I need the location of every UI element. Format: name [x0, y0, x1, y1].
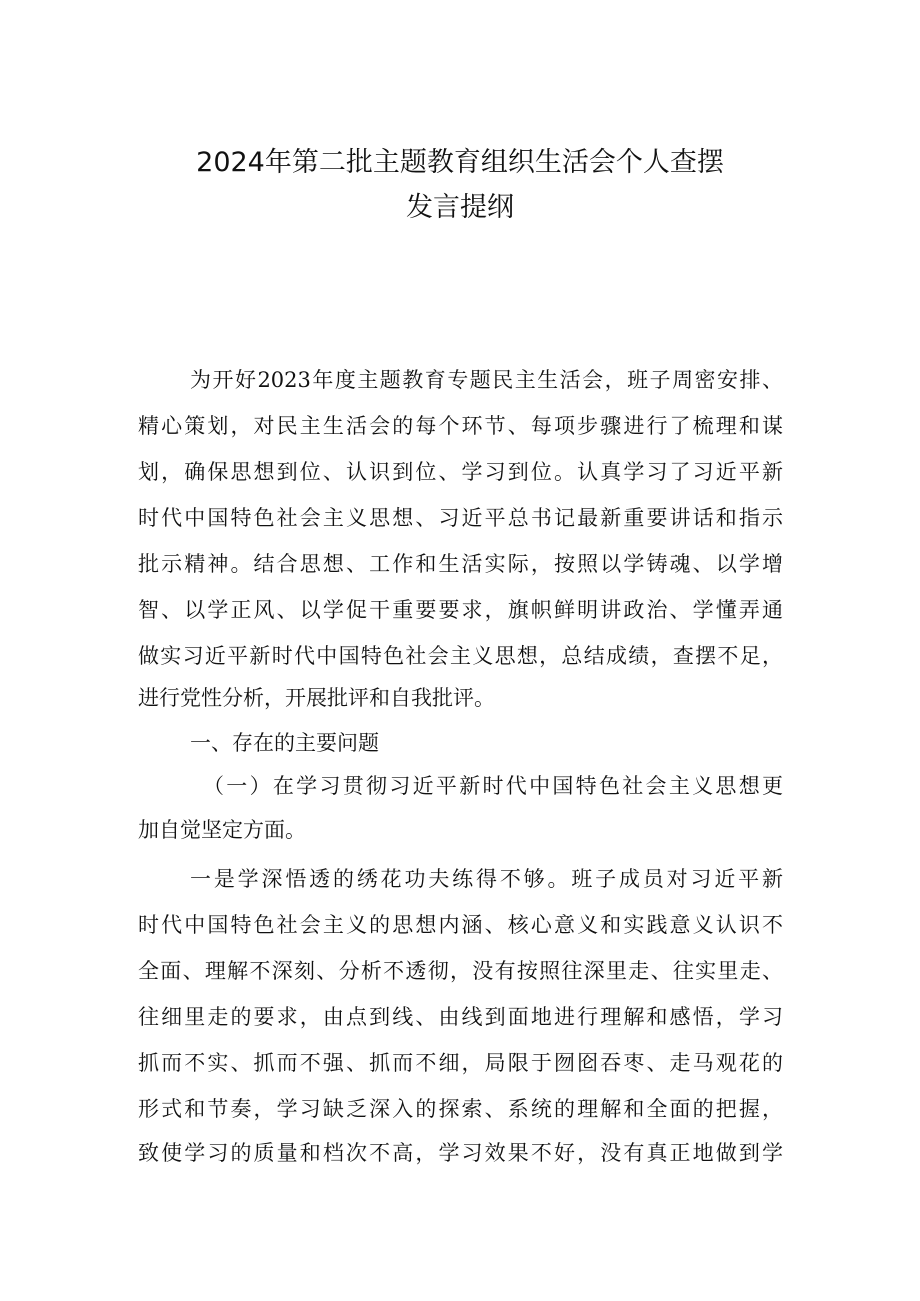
intro-paragraph-line: 时代中国特色社会主义思想、习近平总书记最新重要讲话和指示 — [138, 506, 783, 530]
intro-paragraph-line: 智、以学正风、以学促干重要要求，旗帜鲜明讲政治、学懂弄通 — [138, 598, 783, 622]
point-paragraph-line: 抓而不实、抓而不强、抓而不细，局限于囫囵吞枣、走马观花的 — [138, 1051, 783, 1075]
subsection-heading-line: 加自觉坚定方面。 — [138, 818, 306, 842]
point-paragraph-line: 往细里走的要求，由点到线、由线到面地进行理解和感悟，学习 — [138, 1005, 783, 1029]
intro-paragraph-line: 做实习近平新时代中国特色社会主义思想，总结成绩，查摆不足， — [138, 644, 783, 668]
point-paragraph-line: 时代中国特色社会主义的思想内涵、核心意义和实践意义认识不 — [138, 913, 783, 937]
document-title-line-1: 2024年第二批主题教育组织生活会个人查摆 — [196, 147, 724, 178]
intro-paragraph-line: 进行党性分析，开展批评和自我批评。 — [138, 686, 495, 710]
point-paragraph-line: 一是学深悟透的绣花功夫练得不够。班子成员对习近平新 — [190, 867, 783, 891]
intro-paragraph-line: 精心策划，对民主生活会的每个环节、每项步骤进行了梳理和谋 — [138, 414, 783, 438]
point-paragraph-line: 致使学习的质量和档次不高，学习效果不好，没有真正地做到学 — [138, 1141, 783, 1165]
intro-paragraph-line: 划，确保思想到位、认识到位、学习到位。认真学习了习近平新 — [138, 460, 783, 484]
document-title-line-2: 发言提纲 — [406, 192, 514, 223]
subsection-heading-line: （一）在学习贯彻习近平新时代中国特色社会主义思想更 — [203, 774, 783, 798]
point-paragraph-line: 形式和节奏，学习缺乏深入的探索、系统的理解和全面的把握， — [138, 1097, 783, 1121]
intro-paragraph-line: 为开好2023年度主题教育专题民主生活会，班子周密安排、 — [190, 368, 783, 392]
intro-paragraph-line: 批示精神。结合思想、工作和生活实际，按照以学铸魂、以学增 — [138, 552, 783, 576]
point-paragraph-line: 全面、理解不深刻、分析不透彻，没有按照往深里走、往实里走、 — [138, 959, 783, 983]
section-heading: 一、存在的主要问题 — [190, 731, 379, 755]
